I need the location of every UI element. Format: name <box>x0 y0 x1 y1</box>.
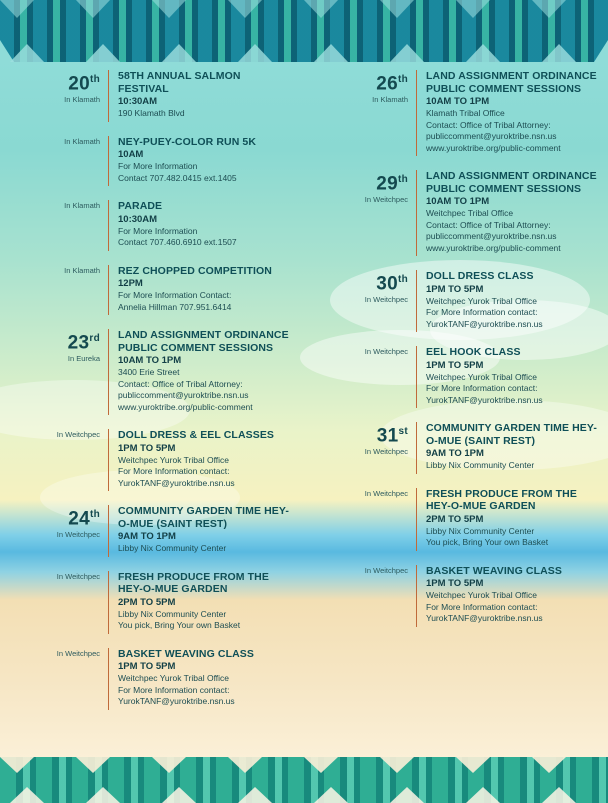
entry-body <box>416 346 600 408</box>
entry-body <box>108 200 292 251</box>
entry-body <box>108 505 292 557</box>
entry-detail-line: For More Information <box>118 225 198 236</box>
entry-title: EEL HOOK CLASS <box>426 346 521 358</box>
calendar-entry <box>22 265 292 316</box>
entry-detail-line: For More Information contact: <box>118 466 230 476</box>
entry-title: LAND ASSIGNMENT ORDINANCE PUBLIC COMMENT SESSIONS <box>118 329 289 354</box>
day-ordinal-suffix: th <box>89 74 100 85</box>
entry-body <box>416 70 600 156</box>
entry-body <box>108 70 292 122</box>
entry-detail-line: Contact: Office of Tribal Attorney: <box>426 119 551 130</box>
entry-detail-line: publiccomment@yuroktribe.nsn.us <box>118 390 249 400</box>
entry-day-column <box>22 648 108 710</box>
entry-detail-line: For More Information contact: <box>426 601 538 612</box>
entry-detail-line: For More Information contact: <box>426 307 538 317</box>
entry-detail-line: Weitchpec Yurok Tribal Office <box>426 371 538 382</box>
entry-detail-line: Contact: Office of Tribal Attorney: <box>118 378 243 389</box>
entry-day-column <box>22 329 108 415</box>
entry-title: FRESH PRODUCE FROM THE HEY-O-MUE GARDEN <box>118 570 269 595</box>
entry-day-column <box>22 505 108 557</box>
entry-day-column <box>330 270 416 332</box>
entry-body <box>108 429 292 491</box>
calendar-entry <box>22 200 292 251</box>
entry-location: In Klamath <box>64 95 100 105</box>
entry-day-column <box>22 571 108 634</box>
entry-detail-line: Weitchpec Tribal Office <box>426 208 514 218</box>
entry-title: NEY-PUEY-COLOR RUN 5K <box>118 135 257 148</box>
entry-time: 10AM <box>118 149 144 160</box>
day-number-text: 30 <box>376 273 398 295</box>
entry-day-number <box>330 270 408 293</box>
entry-title: COMMUNITY GARDEN TIME HEY-O-MUE (SAINT REST) <box>426 422 597 447</box>
entry-detail-line: Weitchpec Yurok Tribal Office <box>118 454 230 465</box>
entry-detail-line: You pick, Bring Your own Basket <box>118 620 241 630</box>
entry-title: COMMUNITY GARDEN TIME HEY-O-MUE (SAINT REST) <box>118 505 289 530</box>
entry-location: In Klamath <box>64 136 100 146</box>
entry-title: FRESH PRODUCE FROM THE HEY-O-MUE GARDEN <box>426 487 577 512</box>
entry-location: In Klamath <box>64 201 100 210</box>
entry-detail-line: Klamath Tribal Office <box>426 108 505 118</box>
calendar-entry <box>330 70 600 156</box>
entry-time: 1PM TO 5PM <box>426 578 484 589</box>
entry-body <box>108 648 292 710</box>
entry-location: In Weitchpec <box>364 195 408 205</box>
entry-detail-line: publiccomment@yuroktribe.nsn.us <box>426 131 557 141</box>
entry-detail-line: YurokTANF@yuroktribe.nsn.us <box>426 394 543 405</box>
entry-title: 58TH ANNUAL SALMON FESTIVAL <box>118 70 241 95</box>
entry-detail-line: Weitchpec Yurok Tribal Office <box>118 673 230 683</box>
entry-time: 9AM TO 1PM <box>118 531 176 542</box>
entry-title: PARADE <box>118 200 163 212</box>
entry-detail-line: 3400 Erie Street <box>118 367 180 377</box>
entry-detail-line: YurokTANF@yuroktribe.nsn.us <box>426 318 543 329</box>
entry-body <box>416 170 600 256</box>
entry-day-column <box>330 488 416 551</box>
entry-body <box>416 565 600 627</box>
entry-detail-line: YurokTANF@yuroktribe.nsn.us <box>426 613 543 623</box>
entry-location: In Weitchpec <box>56 430 100 439</box>
entry-title: DOLL DRESS CLASS <box>426 270 534 282</box>
entry-day-number <box>330 170 408 193</box>
entry-location: In Weitchpec <box>364 347 408 356</box>
entry-time: 10AM TO 1PM <box>426 96 490 107</box>
entry-day-number <box>22 505 100 528</box>
entry-time: 10AM TO 1PM <box>118 355 182 366</box>
entry-time: 1PM TO 5PM <box>426 283 484 295</box>
entry-day-column <box>22 265 108 316</box>
calendar-entry <box>22 429 292 491</box>
calendar-entry <box>330 346 600 408</box>
entry-location: In Weitchpec <box>364 565 408 575</box>
entry-title: LAND ASSIGNMENT ORDINANCE PUBLIC COMMENT SESSIONS <box>426 70 597 95</box>
entry-title: REZ CHOPPED COMPETITION <box>118 264 272 277</box>
day-number-text: 24 <box>68 508 90 530</box>
entry-day-column <box>330 170 416 256</box>
entry-title: LAND ASSIGNMENT ORDINANCE PUBLIC COMMENT SESSIONS <box>426 170 597 195</box>
entry-spacer <box>22 718 292 724</box>
entry-title: DOLL DRESS & EEL CLASSES <box>118 429 275 441</box>
entry-time: 1PM TO 5PM <box>118 442 176 454</box>
entry-location: In Weitchpec <box>56 648 100 658</box>
calendar-entry <box>330 565 600 627</box>
entry-location: In Weitchpec <box>364 447 408 457</box>
entry-location: In Weitchpec <box>56 530 100 540</box>
entry-day-column <box>330 422 416 474</box>
entry-detail-line: www.yuroktribe.org/public-comment <box>426 142 561 153</box>
day-ordinal-suffix: th <box>397 274 408 285</box>
entry-location: In Klamath <box>64 265 100 275</box>
entry-detail-line: www.yuroktribe.org/public-comment <box>426 242 561 253</box>
entry-detail-line: YurokTANF@yuroktribe.nsn.us <box>118 696 235 706</box>
calendar-entry <box>330 270 600 332</box>
entry-time: 10:30AM <box>118 213 158 225</box>
calendar-entry <box>330 422 600 474</box>
entry-body <box>416 488 600 551</box>
day-ordinal-suffix: th <box>89 509 100 520</box>
entry-time: 1PM TO 5PM <box>426 359 484 371</box>
day-ordinal-suffix: rd <box>89 333 100 344</box>
entry-day-column <box>330 346 416 408</box>
entry-detail-line: For More Information contact: <box>426 383 538 393</box>
entry-detail-line: 190 Klamath Blvd <box>118 108 185 118</box>
entry-body <box>108 136 292 187</box>
entry-time: 2PM TO 5PM <box>426 513 484 525</box>
entry-body <box>108 571 292 634</box>
entry-location: In Weitchpec <box>56 571 100 581</box>
entry-time: 10AM TO 1PM <box>426 196 490 207</box>
calendar-entry <box>22 329 292 415</box>
entry-body <box>108 329 292 415</box>
entry-detail-line: For More Information Contact: <box>118 290 232 300</box>
entry-location: In Weitchpec <box>364 295 408 305</box>
entry-detail-line: For More Information <box>118 161 198 171</box>
entry-body <box>416 270 600 332</box>
entry-day-column <box>330 565 416 627</box>
entry-detail-line: Annelia Hillman 707.951.6414 <box>118 301 232 312</box>
entry-detail-line: You pick, Bring Your own Basket <box>426 537 549 547</box>
day-ordinal-suffix: th <box>397 174 408 185</box>
entry-time: 2PM TO 5PM <box>118 596 176 608</box>
calendar-column-right <box>330 70 600 641</box>
entry-location: In Eureka <box>67 354 100 364</box>
day-number-text: 26 <box>376 73 398 95</box>
entry-detail-line: Libby Nix Community Center <box>426 460 535 470</box>
entry-day-column <box>22 200 108 251</box>
entry-body <box>416 422 600 474</box>
entry-location: In Klamath <box>372 95 408 105</box>
entry-time: 10:30AM <box>118 96 158 107</box>
entry-detail-line: For More Information contact: <box>118 684 230 695</box>
entry-detail-line: Contact: Office of Tribal Attorney: <box>426 219 551 230</box>
calendar-entry <box>22 648 292 710</box>
day-number-text: 20 <box>68 73 90 95</box>
entry-detail-line: Libby Nix Community Center <box>118 543 227 553</box>
entry-day-number <box>330 422 408 445</box>
calendar-entry <box>22 571 292 634</box>
entry-day-number <box>22 70 100 93</box>
entry-spacer <box>330 635 600 641</box>
entry-detail-line: Libby Nix Community Center <box>118 608 227 619</box>
entry-day-column <box>22 70 108 122</box>
entry-time: 12PM <box>118 278 143 289</box>
calendar-entry <box>330 488 600 551</box>
entry-detail-line: Contact 707.482.0415 ext.1405 <box>118 172 237 183</box>
entry-title: BASKET WEAVING CLASS <box>426 564 562 577</box>
entry-location: In Weitchpec <box>364 488 408 498</box>
day-ordinal-suffix: th <box>397 74 408 85</box>
day-ordinal-suffix: st <box>398 426 408 437</box>
entry-detail-line: Libby Nix Community Center <box>426 525 535 536</box>
calendar-entry <box>22 70 292 122</box>
entry-day-column <box>22 429 108 491</box>
day-number-text: 31 <box>376 425 399 447</box>
entry-day-column <box>22 136 108 187</box>
day-number-text: 23 <box>67 332 90 354</box>
entry-detail-line: YurokTANF@yuroktribe.nsn.us <box>118 477 235 488</box>
entry-detail-line: www.yuroktribe.org/public-comment <box>118 401 253 412</box>
day-number-text: 29 <box>376 173 398 195</box>
entry-detail-line: Weitchpec Yurok Tribal Office <box>426 590 538 600</box>
entry-detail-line: Contact 707.460.6910 ext.1507 <box>118 237 237 247</box>
calendar-entry <box>22 136 292 187</box>
entry-day-number <box>330 70 408 93</box>
entry-detail-line: Weitchpec Yurok Tribal Office <box>426 295 538 306</box>
entry-detail-line: publiccomment@yuroktribe.nsn.us <box>426 231 557 241</box>
calendar-entry <box>330 170 600 256</box>
entry-day-column <box>330 70 416 156</box>
calendar-entry <box>22 505 292 557</box>
entry-body <box>108 265 292 316</box>
entry-day-number <box>22 329 100 352</box>
entry-title: BASKET WEAVING CLASS <box>118 647 254 660</box>
entry-time: 1PM TO 5PM <box>118 661 176 672</box>
calendar-column-left <box>22 70 292 724</box>
entry-time: 9AM TO 1PM <box>426 448 484 459</box>
